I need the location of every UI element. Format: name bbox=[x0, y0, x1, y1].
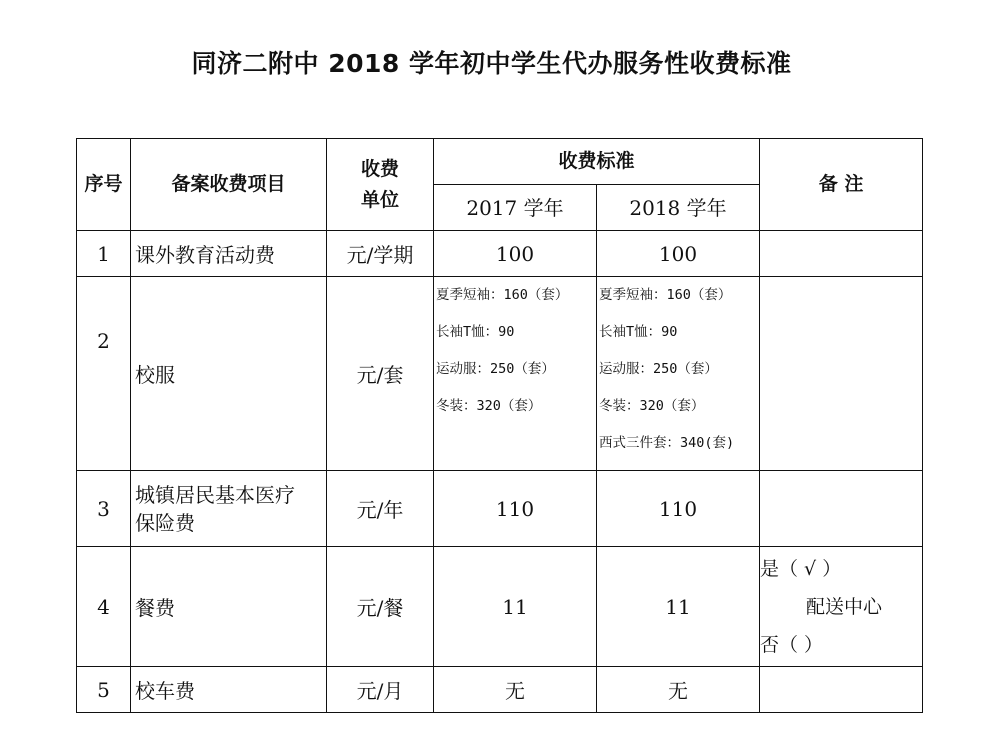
row-2017: 110 bbox=[434, 471, 597, 547]
row-remark bbox=[760, 547, 923, 667]
header-remark: 备 注 bbox=[760, 139, 923, 231]
row-item: 校服 bbox=[131, 277, 327, 471]
uniform-line: 夏季短袖：160（套） bbox=[599, 287, 732, 303]
row-seq: 3 bbox=[77, 471, 131, 547]
row-2017-details bbox=[434, 277, 597, 471]
row-unit: 元/月 bbox=[327, 667, 434, 713]
row-remark bbox=[760, 231, 923, 277]
row-seq: 1 bbox=[77, 231, 131, 277]
row-unit: 元/餐 bbox=[327, 547, 434, 667]
row-2017: 11 bbox=[434, 547, 597, 667]
row-2017: 100 bbox=[434, 231, 597, 277]
header-unit-line1: 收费 bbox=[360, 157, 399, 180]
uniform-line: 冬装：320（套） bbox=[436, 398, 542, 414]
uniform-line: 运动服：250（套） bbox=[599, 361, 718, 377]
row-item: 校车费 bbox=[131, 667, 327, 713]
row-2018: 无 bbox=[597, 667, 760, 713]
row-remark bbox=[760, 471, 923, 547]
row-item-line2: 保险费 bbox=[135, 510, 195, 535]
row-item: 餐费 bbox=[131, 547, 327, 667]
row-unit: 元/年 bbox=[327, 471, 434, 547]
table-row bbox=[77, 231, 923, 277]
header-unit-line2: 单位 bbox=[360, 188, 399, 211]
row-2018: 100 bbox=[597, 231, 760, 277]
row-2017: 无 bbox=[434, 667, 597, 713]
row-seq: 2 bbox=[77, 277, 131, 471]
header-row bbox=[77, 139, 923, 185]
header-item: 备案收费项目 bbox=[131, 139, 327, 231]
header-standard: 收费标准 bbox=[434, 139, 760, 185]
table-row bbox=[77, 667, 923, 713]
row-item: 课外教育活动费 bbox=[131, 231, 327, 277]
row-2018-details bbox=[597, 277, 760, 471]
uniform-line: 长袖T恤：90 bbox=[599, 324, 678, 340]
row-2018: 11 bbox=[597, 547, 760, 667]
uniform-line: 运动服：250（套） bbox=[436, 361, 555, 377]
row-unit: 元/学期 bbox=[327, 231, 434, 277]
table-row bbox=[77, 471, 923, 547]
remark-yes: 是（ √ ） bbox=[760, 557, 842, 580]
uniform-line: 西式三件套：340(套) bbox=[599, 435, 735, 451]
row-item-line1: 城镇居民基本医疗 bbox=[135, 482, 295, 507]
table-row bbox=[77, 547, 923, 667]
row-remark bbox=[760, 277, 923, 471]
row-seq: 4 bbox=[77, 547, 131, 667]
row-seq: 5 bbox=[77, 667, 131, 713]
remark-center: 配送中心 bbox=[806, 595, 883, 618]
uniform-line: 冬装：320（套） bbox=[599, 398, 705, 414]
row-2018: 110 bbox=[597, 471, 760, 547]
row-remark bbox=[760, 667, 923, 713]
remark-no: 否（ ） bbox=[760, 633, 824, 656]
row-unit: 元/套 bbox=[327, 277, 434, 471]
fee-table bbox=[76, 138, 923, 713]
header-year-2018: 2018 学年 bbox=[597, 185, 760, 231]
uniform-line: 长袖T恤：90 bbox=[436, 324, 515, 340]
header-year-2017: 2017 学年 bbox=[434, 185, 597, 231]
table-row bbox=[77, 277, 923, 471]
row-item bbox=[131, 471, 327, 547]
header-seq: 序号 bbox=[77, 139, 131, 231]
page-title: 同济二附中 2018 学年初中学生代办服务性收费标准 bbox=[191, 49, 792, 78]
header-unit bbox=[327, 139, 434, 231]
uniform-line: 夏季短袖：160（套） bbox=[436, 287, 569, 303]
